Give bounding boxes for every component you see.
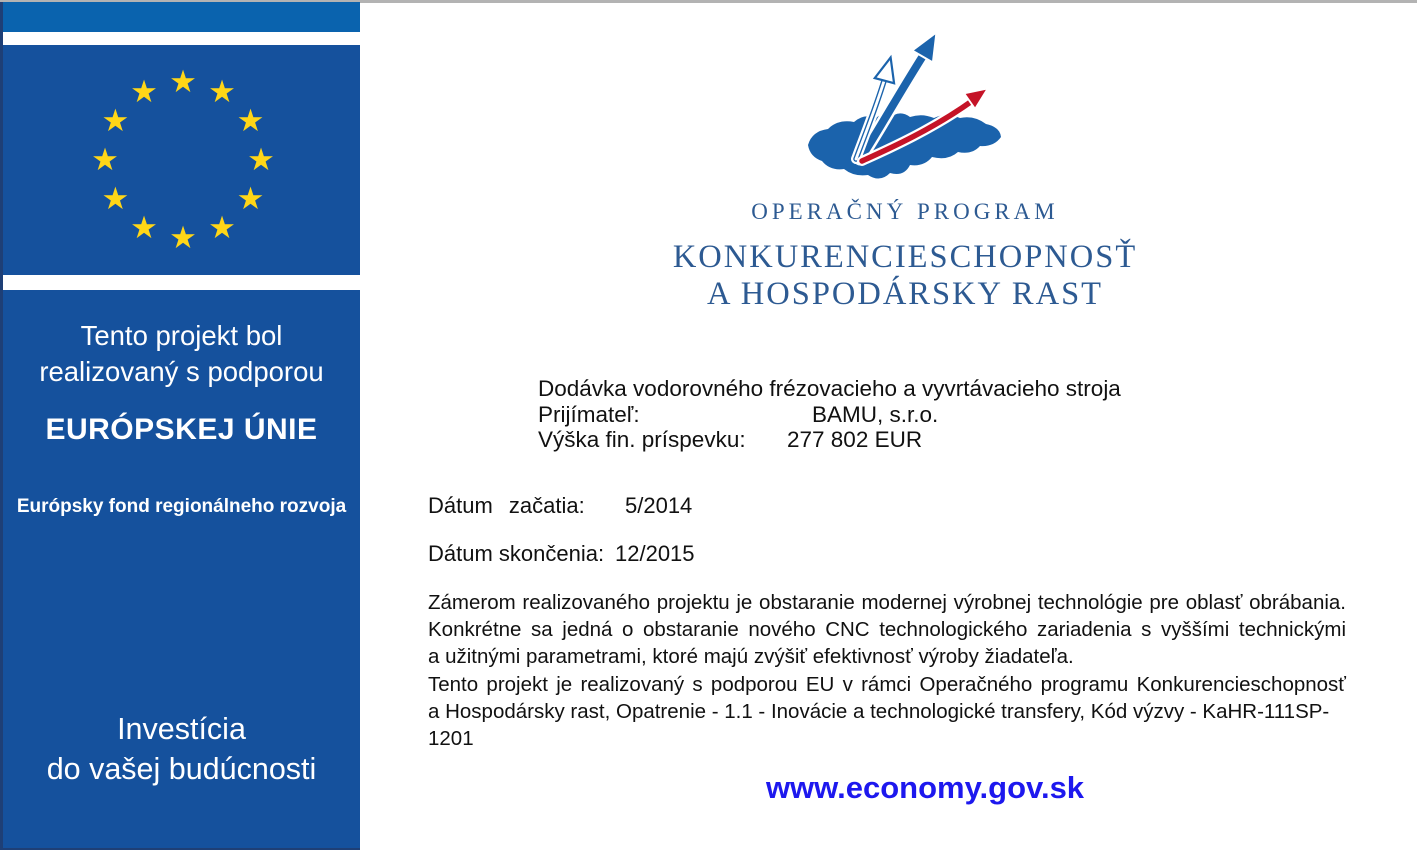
eu-star-icon: ★ <box>101 103 130 138</box>
eu-star-icon: ★ <box>247 142 275 177</box>
program-logo-graphic <box>780 25 1020 195</box>
eu-star-icon: ★ <box>169 64 197 99</box>
amount-value: 277 802 EUR <box>787 427 923 452</box>
panel-top-band <box>3 2 360 32</box>
description-line: a Hospodársky rast, Opatrenie - 1.1 - Inovácie a technologické transfery, Kód výzvy - KaHR-111SP-1201 <box>428 699 1330 751</box>
project-dates <box>428 493 695 567</box>
investment-slogan <box>3 709 360 789</box>
program-name-line-1: OPERAČNÝ PROGRAM <box>751 199 1059 224</box>
panel-white-stripe-bottom <box>3 275 360 290</box>
program-name-line-3: A HOSPODÁRSKY RAST <box>707 276 1103 312</box>
description-block <box>428 589 1346 752</box>
support-line-1: Tento projekt bol <box>80 320 283 351</box>
support-line-2: realizovaný s podporou <box>39 356 324 387</box>
investment-line-1: Investícia <box>117 712 246 746</box>
start-date-row <box>428 493 695 519</box>
end-date-label: Dátum skončenia: <box>428 541 605 566</box>
eu-star-icon: ★ <box>101 181 130 216</box>
description-line: Konkrétne sa jedná o obstaranie nového CNC technologického zariadenia s vyššími technickými <box>428 618 1346 642</box>
program-name-line-2: KONKURENCIESCHOPNOSŤ <box>672 239 1138 275</box>
eu-star-icon: ★ <box>169 220 197 255</box>
description-line: a užitnými parametrami, ktoré majú zvýšiť efektivnosť výroby žiadateľa. <box>428 645 1074 669</box>
website-link[interactable]: www.economy.gov.sk <box>765 770 1085 805</box>
description-line: Zámerom realizovaného projektu je obstaranie modernej výrobnej technológie pre oblasť obrábania. <box>428 591 1346 614</box>
description-line: Tento projekt je realizovaný s podporou EU v rámci Operačného programu Konkurencieschopnosť <box>428 672 1346 696</box>
start-date-label: Dátum začatia: <box>428 493 585 518</box>
program-logo-text <box>600 198 1210 313</box>
amount-label: Výška fin. príspevku: <box>538 427 746 452</box>
erdf-fund-label: Európsky fond regionálneho rozvoja <box>16 496 347 517</box>
amount-row <box>538 427 1121 453</box>
eu-star-icon: ★ <box>208 209 236 245</box>
recipient-row <box>538 402 1121 428</box>
panel-white-stripe-top <box>3 32 360 45</box>
recipient-label: Prijímateľ: <box>538 401 640 427</box>
project-details <box>538 376 1121 453</box>
start-date-value: 5/2014 <box>625 493 693 518</box>
end-date-value: 12/2015 <box>615 541 695 566</box>
support-text <box>3 318 360 390</box>
eu-star-icon: ★ <box>236 181 265 216</box>
eu-flag-panel <box>0 2 360 850</box>
eu-star-icon: ★ <box>130 74 158 110</box>
eu-star-icon: ★ <box>91 142 119 177</box>
eu-star-icon: ★ <box>130 209 158 245</box>
european-union-label: EURÓPSKEJ ÚNIE <box>45 413 318 446</box>
end-date-row <box>428 541 695 567</box>
investment-line-2: do vašej budúcnosti <box>46 752 317 786</box>
eu-star-icon: ★ <box>236 103 265 138</box>
project-title: Dodávka vodorovného frézovacieho a vyvrtávacieho stroja <box>538 376 1121 401</box>
recipient-value: BAMU, s.r.o. <box>812 401 939 427</box>
eu-star-icon: ★ <box>208 74 236 110</box>
